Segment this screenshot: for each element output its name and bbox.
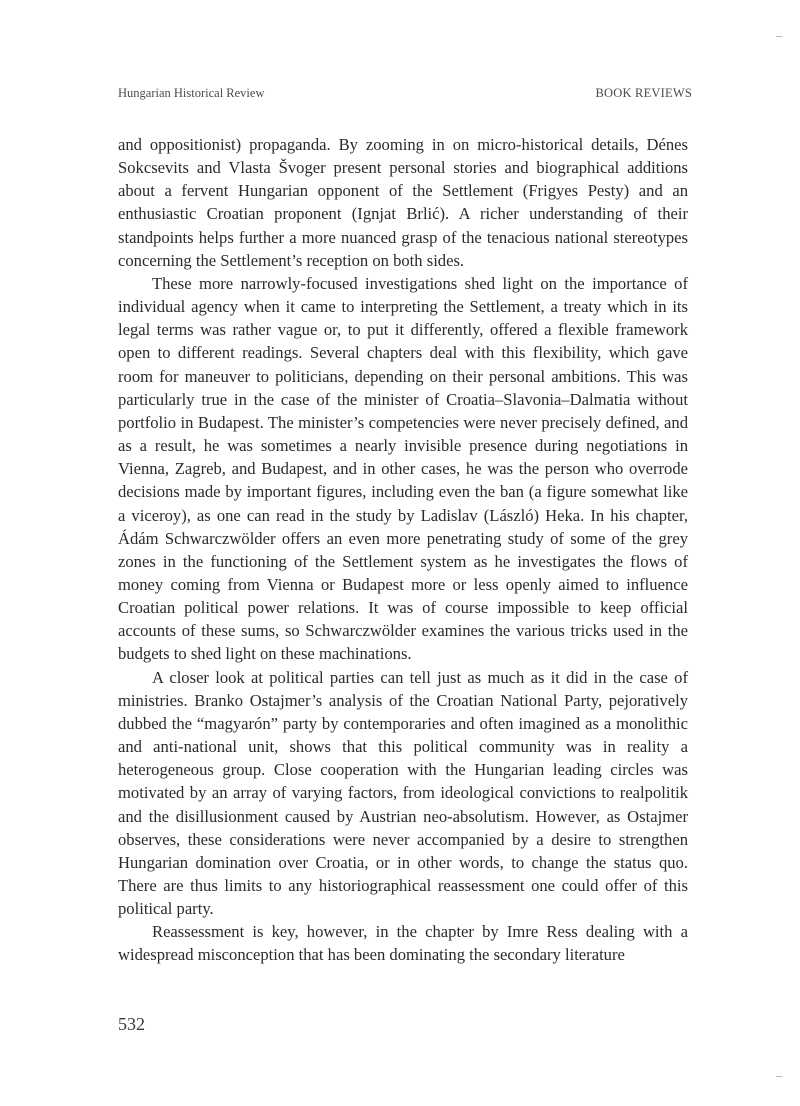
paragraph-1: and oppositionist) propaganda. By zooming in on micro-historical details, Dénes Sokcsevits and Vlasta Švoger present personal stories and biographical additions about a fervent Hungarian opponent of the Settlement (Frigyes Pesty) and an enthusiastic Croatian proponent (Ignjat Brlić). A richer understanding of their standpoints helps further a more nuanced grasp of the tenacious national stereotypes concerning the Settlement’s reception on both sides. bbox=[118, 135, 688, 270]
article-body bbox=[118, 133, 688, 967]
paragraph-3: A closer look at political parties can tell just as much as it did in the case of ministries. Branko Ostajmer’s analysis of the Croatian National Party, pejoratively dubbed the “magyarón” party by contemporaries and often imagined as a monolithic and anti-national unit, shows that this political community was in reality a heterogeneous group. Close cooperation with the Hungarian leading circles was motivated by an array of varying factors, from ideological convictions to realpolitik and the disillusionment caused by Austrian neo-absolutism. However, as Ostajmer observes, these considerations were never accompanied by a desire to strengthen Hungarian domination over Croatia, or in other words, to change the status quo. There are thus limits to any historiographical reassessment one could offer of this political party. bbox=[118, 667, 688, 919]
crop-mark-top-right bbox=[776, 36, 782, 37]
running-header bbox=[118, 86, 692, 104]
journal-title: Hungarian Historical Review bbox=[118, 86, 265, 100]
paragraph-2: These more narrowly-focused investigations shed light on the importance of individual agency when it came to interpreting the Settlement, a treaty which in its legal terms was rather vague or, to put it differently, offered a flexible framework open to different readings. Several chapters deal with this flexibility, which gave room for maneuver to politicians, depending on their personal ambitions. This was particularly true in the case of the minister of Croatia–Slavonia–Dalmatia without portfolio in Budapest. The minister’s competencies were never precisely defined, and as a result, he was sometimes a nearly invisible presence during negotiations in Vienna, Zagreb, and Budapest, and in other cases, he was the person who overrode decisions made by important figures, including even the ban (a figure somewhat like a viceroy), as one can read in the study by Ladislav (László) Heka. In his chapter, Ádám Schwarczwölder offers an even more penetrating study of some of the grey zones in the functioning of the Settlement system as he investigates the flows of money coming from Vienna or Budapest more or less openly aimed to influence Croatian political power relations. It was of course impossible to keep official accounts of these sums, so Schwarczwölder examines the various tricks used in the budgets to shed light on these machinations. bbox=[118, 273, 688, 664]
paragraph-4: Reassessment is key, however, in the chapter by Imre Ress dealing with a widespread misconception that has been dominating the secondary literature bbox=[118, 922, 688, 965]
section-title: BOOK REVIEWS bbox=[595, 86, 692, 100]
crop-mark-bottom-right bbox=[776, 1076, 782, 1077]
page-number: 532 bbox=[118, 1014, 145, 1034]
